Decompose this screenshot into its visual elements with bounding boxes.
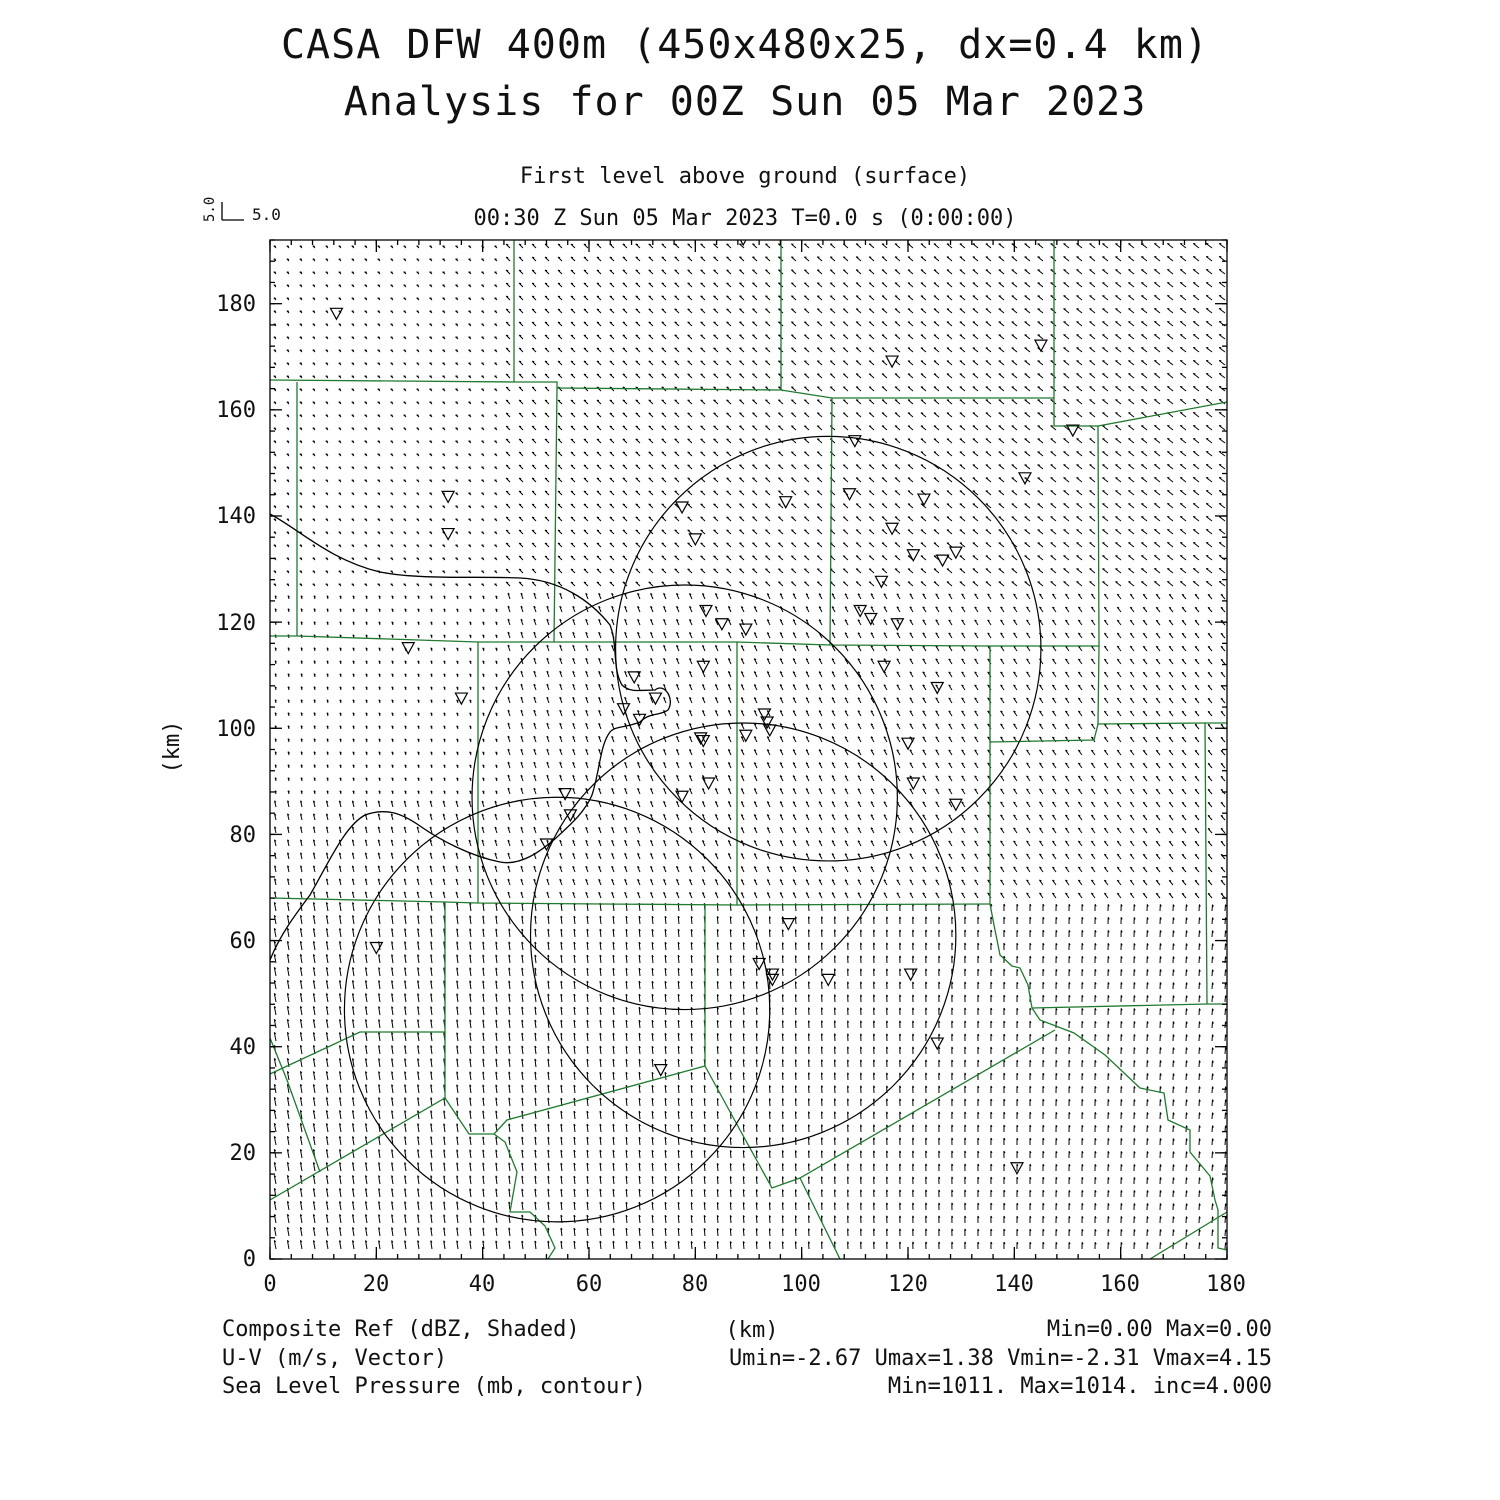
vector-key-v-label: 5.0 <box>202 196 218 222</box>
station-marker <box>886 523 898 534</box>
station-marker <box>764 725 776 736</box>
x-tick-label: 40 <box>468 1272 496 1297</box>
x-tick-label: 100 <box>781 1272 821 1297</box>
level-subtitle: First level above ground (surface) <box>519 164 971 189</box>
y-tick-label: 60 <box>229 929 256 954</box>
station-marker <box>950 799 962 810</box>
plot-frame <box>270 240 1227 1259</box>
y-tick-label: 120 <box>216 611 256 636</box>
x-tick-label: 140 <box>994 1272 1034 1297</box>
station-marker <box>844 489 856 500</box>
county-boundary-line <box>1098 426 1227 724</box>
footer-right-line3: Min=1011. Max=1014. inc=4.000 <box>887 1374 1272 1399</box>
station-marker <box>931 1038 943 1049</box>
footer-right-line1: Min=0.00 Max=0.00 <box>1046 1317 1272 1342</box>
station-marker <box>442 529 454 540</box>
y-tick-label: 20 <box>229 1141 256 1166</box>
station-marker <box>1035 340 1047 351</box>
station-marker <box>330 308 342 319</box>
footer-right-line2: Umin=-2.67 Umax=1.38 Vmin=-2.31 Vmax=4.15 <box>728 1346 1272 1371</box>
x-tick-label: 80 <box>681 1272 709 1297</box>
y-tick-label: 100 <box>216 717 256 742</box>
x-tick-label: 160 <box>1100 1272 1140 1297</box>
footer-left-line3: Sea Level Pressure (mb, contour) <box>222 1374 646 1399</box>
county-boundary-line <box>270 1038 320 1172</box>
x-axis-label: (km) <box>725 1318 779 1343</box>
valid-time-subtitle: 00:30 Z Sun 05 Mar 2023 T=0.0 s (0:00:00) <box>473 206 1017 231</box>
axis-ticks <box>270 240 1227 1259</box>
x-tick-label: 0 <box>263 1272 277 1297</box>
y-axis-label: (km) <box>160 720 185 774</box>
county-boundary-line <box>1205 723 1207 1004</box>
county-boundary-line <box>270 636 1099 646</box>
station-marker <box>878 661 890 672</box>
county-boundary-line <box>800 1178 840 1259</box>
station-marker <box>370 943 382 954</box>
station-marker <box>875 576 887 587</box>
station-marker <box>918 494 930 505</box>
footer-left-line1: Composite Ref (dBZ, Shaded) <box>222 1317 580 1342</box>
footer-left-line2: U-V (m/s, Vector) <box>222 1346 448 1371</box>
station-marker <box>907 550 919 561</box>
radar-range-ring <box>344 797 769 1222</box>
county-boundaries <box>270 240 1227 1259</box>
figure-title-line1: CASA DFW 400m (450x480x25, dx=0.4 km) <box>280 22 1210 68</box>
county-boundary-line <box>990 646 1098 742</box>
county-boundary-line <box>830 398 832 645</box>
county-boundary-line <box>554 388 557 642</box>
station-marker <box>865 613 877 624</box>
station-marker <box>740 730 752 741</box>
county-boundary-line <box>1032 1008 1227 1250</box>
y-tick-label: 140 <box>216 504 256 529</box>
x-tick-label: 60 <box>575 1272 603 1297</box>
x-tick-label: 180 <box>1206 1272 1246 1297</box>
y-tick-label: 0 <box>242 1247 256 1272</box>
station-marker <box>907 778 919 789</box>
figure-title-line2: Analysis for 00Z Sun 05 Mar 2023 <box>343 79 1147 125</box>
station-marker <box>455 693 467 704</box>
station-marker <box>689 534 701 545</box>
y-tick-label: 160 <box>216 398 256 423</box>
y-tick-label: 40 <box>229 1035 256 1060</box>
station-marker <box>676 791 688 802</box>
station-marker <box>758 709 770 720</box>
vector-key <box>202 197 281 224</box>
vector-key-u-label: 5.0 <box>252 205 281 224</box>
station-marker <box>700 606 712 617</box>
y-axis <box>160 292 256 1272</box>
y-tick-label: 180 <box>216 292 256 317</box>
station-marker <box>402 643 414 654</box>
county-boundary-line <box>270 898 990 905</box>
county-boundary-line <box>1150 1212 1227 1259</box>
station-marker <box>782 919 794 930</box>
x-tick-label: 120 <box>888 1272 928 1297</box>
station-marker <box>937 555 949 566</box>
station-marker <box>697 661 709 672</box>
county-boundary-line <box>494 1134 555 1259</box>
station-marker <box>1067 425 1079 436</box>
station-marker <box>822 974 834 985</box>
y-tick-label: 80 <box>229 823 256 848</box>
station-marker <box>761 717 773 728</box>
x-tick-label: 20 <box>362 1272 390 1297</box>
station-marker <box>905 969 917 980</box>
